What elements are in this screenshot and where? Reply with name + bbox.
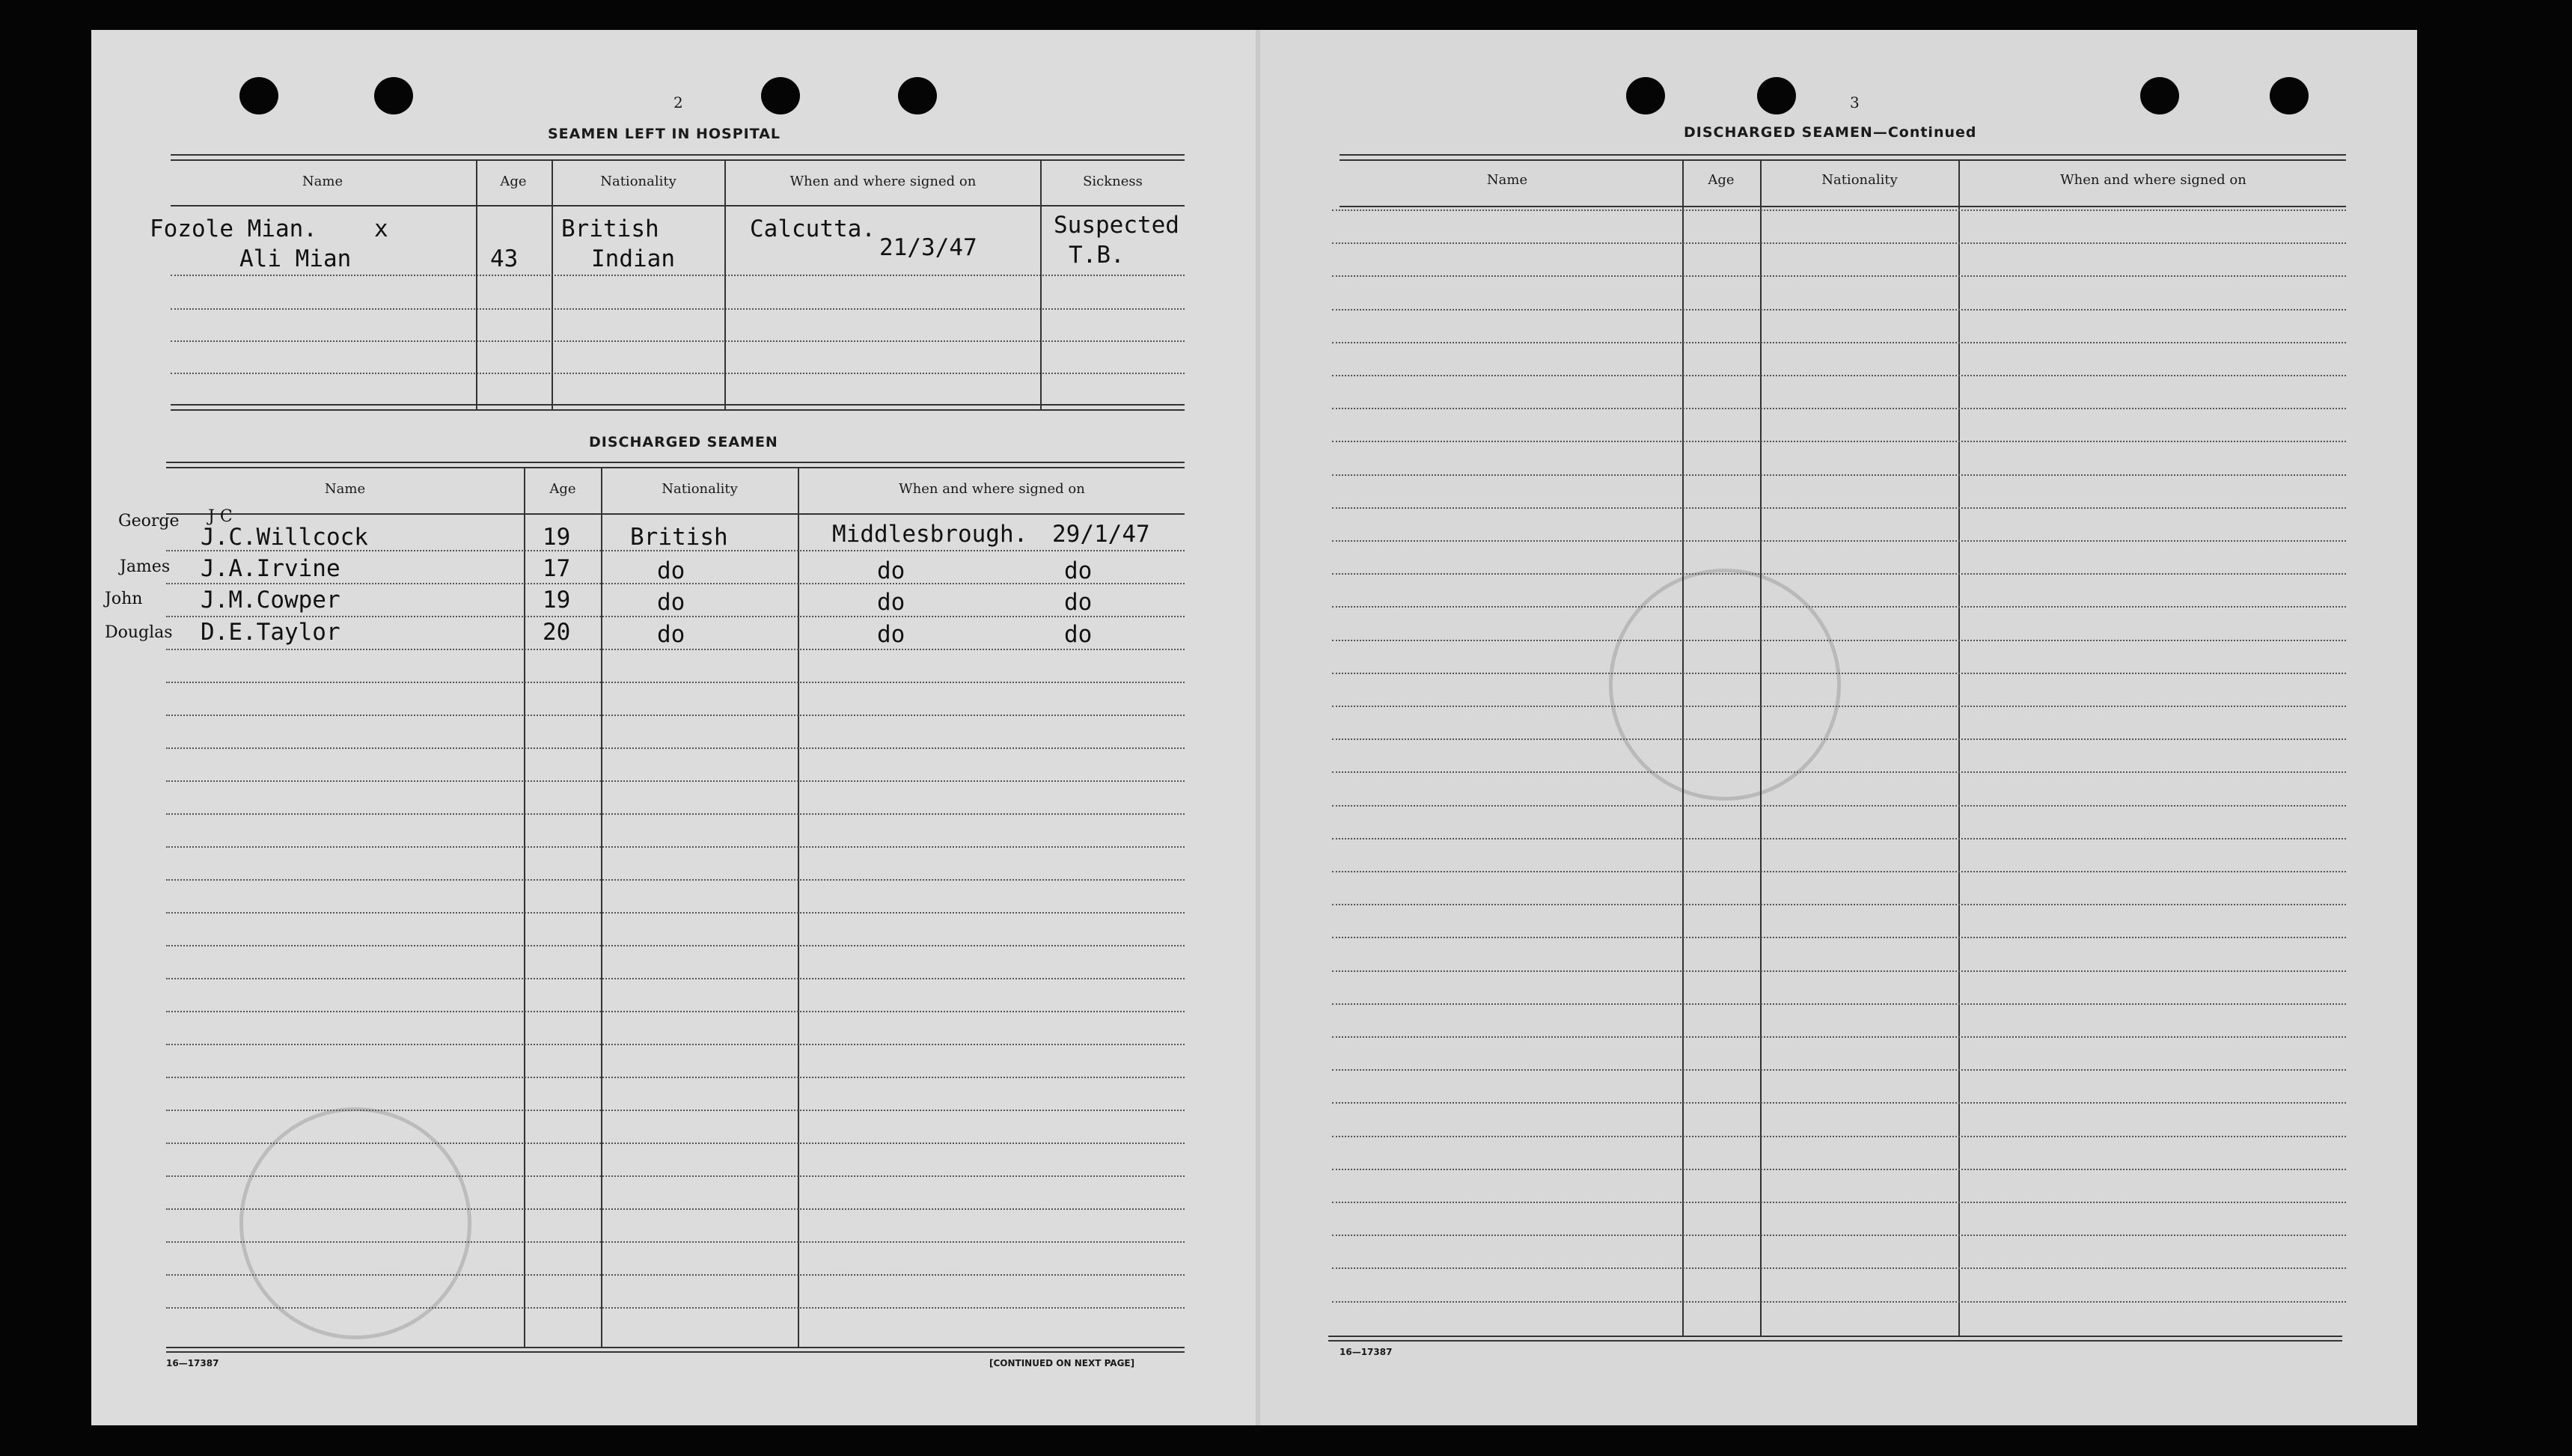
row-line — [166, 879, 1185, 881]
column-line — [724, 161, 726, 409]
row-line — [166, 1307, 1185, 1309]
row-line — [1332, 507, 2346, 509]
discharged-date: 29/1/47 — [1052, 521, 1150, 548]
table-rule — [166, 462, 1185, 463]
row-line — [1332, 1136, 2346, 1137]
row-line — [1332, 970, 2346, 972]
punch-hole — [2270, 77, 2309, 114]
table-rule — [166, 467, 1185, 468]
row-line — [1332, 771, 2346, 773]
right-col-nationality: Nationality — [1821, 172, 1898, 188]
row-line — [1332, 1102, 2346, 1104]
row-line — [1332, 706, 2346, 707]
discharged-place: do — [877, 589, 905, 616]
discharged-age: 20 — [543, 619, 571, 646]
column-line — [552, 161, 553, 409]
row-line — [1332, 342, 2346, 343]
row-line — [166, 1274, 1185, 1276]
column-line — [1760, 161, 1762, 1336]
table-rule — [171, 205, 1185, 207]
punch-hole — [2140, 77, 2179, 114]
discharged-age: 19 — [543, 524, 571, 551]
punch-hole — [898, 77, 937, 114]
column-line — [798, 468, 799, 1347]
discharged-extra-initials: J C — [208, 507, 233, 526]
row-line — [166, 747, 1185, 749]
hospital-name-line2: Ali Mian — [239, 245, 352, 272]
table-rule — [1328, 1336, 2342, 1337]
row-line — [166, 1077, 1185, 1078]
discharged-place: Middlesbrough. — [832, 521, 1028, 548]
discharged-name: J.M.Cowper — [201, 587, 340, 614]
row-line — [1332, 738, 2346, 740]
column-line — [524, 468, 525, 1347]
row-line — [166, 649, 1185, 650]
discharged-name: J.C.Willcock — [201, 524, 368, 551]
discharged-date: do — [1064, 621, 1093, 648]
hospital-date: 21/3/47 — [879, 234, 977, 261]
hospital-sickness-line2: T.B. — [1069, 242, 1125, 269]
row-line — [1332, 673, 2346, 674]
row-line — [1332, 904, 2346, 905]
discharged-given-name: James — [120, 557, 171, 576]
row-line — [1332, 375, 2346, 376]
row-line — [1332, 573, 2346, 575]
table-rule — [1340, 206, 2346, 207]
row-line — [171, 308, 1185, 310]
row-line — [1332, 805, 2346, 807]
row-line — [1332, 606, 2346, 608]
row-line — [166, 1011, 1185, 1012]
row-line — [1332, 640, 2346, 641]
table-rule — [166, 1351, 1185, 1353]
discharged-nationality: do — [657, 557, 685, 584]
row-line — [166, 1175, 1185, 1177]
punch-hole — [1626, 77, 1665, 114]
right-col-signed-on: When and where signed on — [2060, 172, 2246, 188]
page-fold — [1256, 30, 1260, 1425]
discharged-section-title: DISCHARGED SEAMEN — [589, 434, 778, 450]
page-number: 2 — [673, 94, 683, 111]
row-line — [166, 945, 1185, 946]
row-line — [166, 813, 1185, 815]
row-line — [166, 846, 1185, 848]
table-rule — [166, 513, 1185, 515]
row-line — [1332, 309, 2346, 311]
discharged-date: do — [1064, 589, 1093, 616]
punch-hole — [1757, 77, 1796, 114]
discharged-date: do — [1064, 557, 1093, 584]
row-line — [166, 1143, 1185, 1144]
discharged-nationality: do — [657, 589, 685, 616]
row-line — [1332, 209, 2346, 211]
discharged-place: do — [877, 557, 905, 584]
punch-hole — [239, 77, 278, 114]
row-line — [166, 912, 1185, 914]
table-rule — [171, 154, 1185, 156]
row-line — [1332, 1003, 2346, 1005]
hospital-section-title: SEAMEN LEFT IN HOSPITAL — [548, 126, 781, 142]
punch-hole — [374, 77, 413, 114]
form-number: 16—17387 — [1340, 1347, 1393, 1357]
row-line — [1332, 937, 2346, 938]
row-line — [1332, 1301, 2346, 1303]
row-line — [1332, 871, 2346, 872]
column-line — [1958, 161, 1960, 1336]
row-line — [1332, 242, 2346, 244]
row-line — [1332, 1267, 2346, 1269]
punch-hole — [761, 77, 800, 114]
discharged-given-name: Douglas — [105, 623, 173, 642]
row-line — [171, 373, 1185, 374]
right-col-age: Age — [1708, 172, 1735, 188]
table-rule — [166, 1347, 1185, 1348]
discharged-name: D.E.Taylor — [201, 619, 340, 646]
discharged-name: J.A.Irvine — [201, 555, 340, 582]
row-line — [171, 275, 1185, 276]
right-section-title: DISCHARGED SEAMEN—Continued — [1684, 124, 1977, 141]
row-line — [1332, 474, 2346, 476]
continued-note: [CONTINUED ON NEXT PAGE] — [989, 1358, 1135, 1368]
row-line — [166, 1208, 1185, 1210]
form-number: 16—17387 — [166, 1358, 219, 1368]
table-rule — [171, 404, 1185, 406]
row-line — [1332, 1235, 2346, 1236]
table-rule — [1340, 159, 2346, 161]
discharged-age: 17 — [543, 555, 571, 582]
row-line — [166, 1110, 1185, 1111]
column-line — [1682, 161, 1684, 1336]
table-rule — [171, 409, 1185, 411]
discharged-age: 19 — [543, 587, 571, 614]
row-line — [1332, 540, 2346, 542]
row-line — [166, 1241, 1185, 1243]
table-rule — [171, 159, 1185, 161]
hospital-name-line1: Fozole Mian. — [150, 215, 317, 242]
row-line — [1332, 1169, 2346, 1170]
hospital-nationality-line2: Indian — [591, 245, 675, 272]
hospital-col-signed-on: When and where signed on — [789, 174, 977, 189]
row-line — [1332, 441, 2346, 442]
hospital-col-age: Age — [500, 174, 527, 189]
row-line — [1332, 1069, 2346, 1071]
discharged-given-name: George — [118, 512, 180, 530]
row-line — [1332, 408, 2346, 409]
hospital-sickness-line1: Suspected — [1054, 212, 1179, 239]
right-page — [1259, 30, 2417, 1425]
row-line — [166, 682, 1185, 683]
hospital-name-mark: x — [374, 215, 388, 242]
row-line — [1332, 1202, 2346, 1203]
discharged-nationality: British — [630, 524, 728, 551]
discharged-given-name: John — [105, 590, 143, 608]
hospital-col-sickness: Sickness — [1083, 174, 1143, 189]
row-line — [166, 616, 1185, 617]
page-number: 3 — [1850, 94, 1860, 111]
row-line — [1332, 838, 2346, 839]
table-rule — [1328, 1340, 2342, 1342]
discharged-col-age: Age — [549, 481, 576, 497]
column-line — [476, 161, 477, 409]
column-line — [601, 468, 602, 1347]
discharged-nationality: do — [657, 621, 685, 648]
hospital-place: Calcutta. — [750, 215, 876, 242]
row-line — [166, 780, 1185, 782]
discharged-place: do — [877, 621, 905, 648]
column-line — [1040, 161, 1042, 409]
row-line — [166, 978, 1185, 979]
discharged-col-nationality: Nationality — [662, 481, 738, 497]
faded-stamp — [1609, 569, 1841, 801]
discharged-col-name: Name — [324, 481, 366, 497]
right-col-name: Name — [1486, 172, 1528, 188]
hospital-nationality-line1: British — [561, 215, 659, 242]
row-line — [171, 340, 1185, 342]
discharged-col-signed-on: When and where signed on — [899, 481, 1085, 497]
row-line — [1332, 1036, 2346, 1038]
row-line — [166, 715, 1185, 716]
hospital-col-nationality: Nationality — [600, 174, 676, 189]
hospital-col-name: Name — [302, 174, 343, 189]
hospital-age: 43 — [490, 245, 519, 272]
table-rule — [1340, 154, 2346, 156]
row-line — [1332, 275, 2346, 277]
row-line — [166, 1044, 1185, 1045]
